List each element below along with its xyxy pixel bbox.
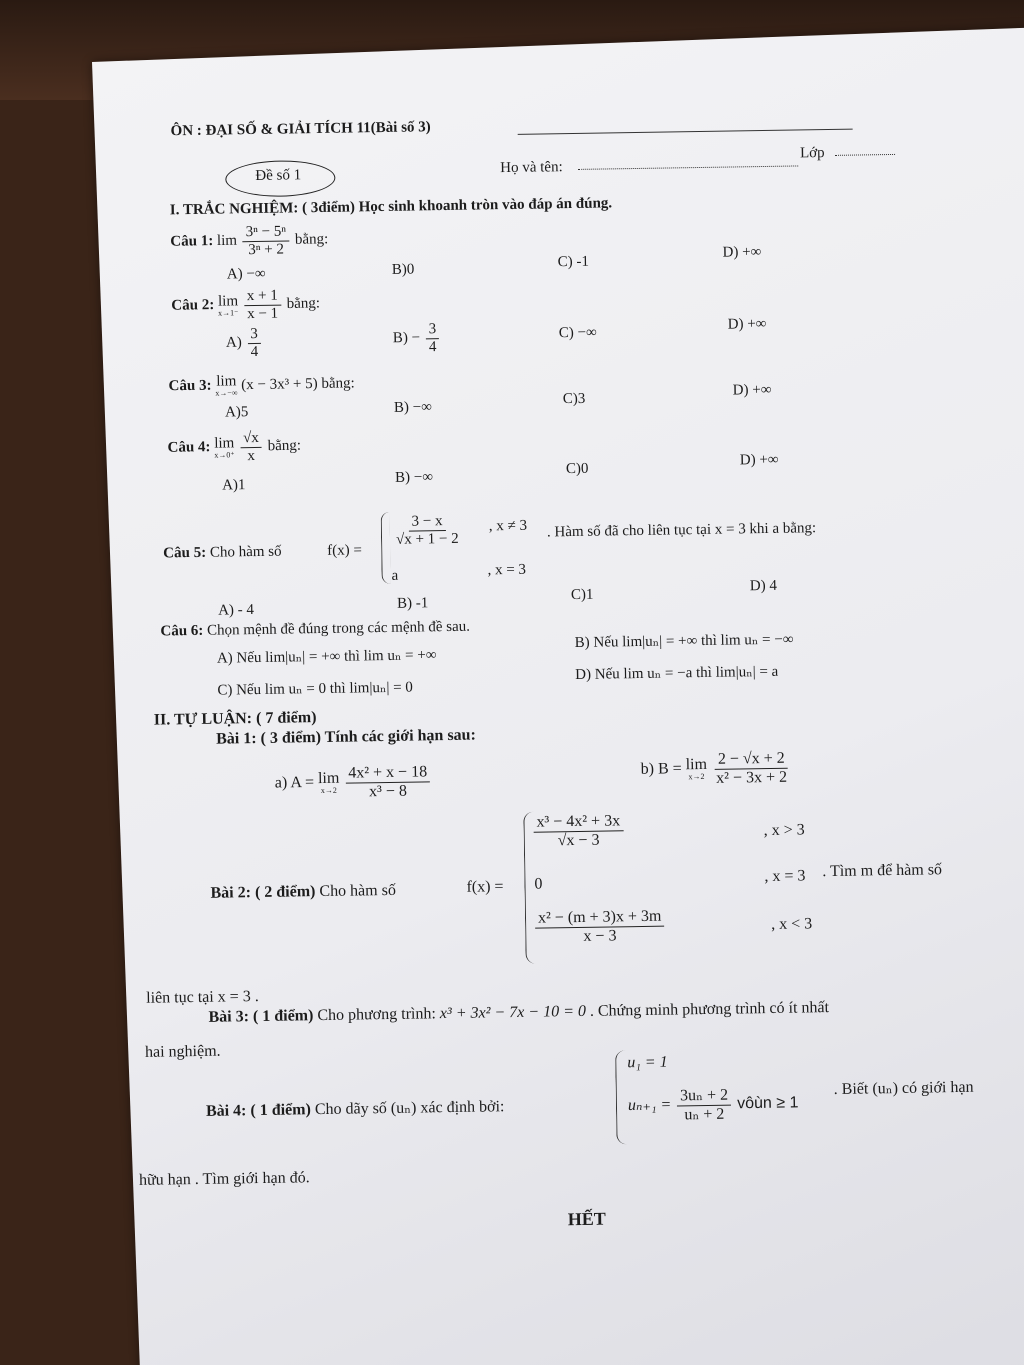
- q5-case2-condition: , x = 3: [487, 561, 527, 579]
- q5-option-a[interactable]: A) - 4: [218, 602, 255, 619]
- q2-b-prefix: B) −: [392, 329, 421, 347]
- bai1-b: [640, 750, 792, 789]
- bai1-b-sub: x→2: [688, 772, 705, 782]
- q2-lim: lim: [217, 292, 239, 310]
- bai4-brace: [615, 1050, 627, 1144]
- name-field: [578, 165, 798, 169]
- bai2-case1: [531, 812, 625, 850]
- bai2-case3-num: x² − (m + 3)x + 3m: [535, 908, 665, 929]
- q3-limit: [215, 374, 238, 397]
- bai4-line2-post: vôùn ≥ 1: [737, 1094, 799, 1113]
- bai4-line2: [628, 1086, 799, 1125]
- bai1-a-lim: lim: [317, 769, 340, 788]
- q5-option-d[interactable]: D) 4: [749, 577, 778, 595]
- q2-option-a[interactable]: [226, 326, 264, 361]
- bai3-text: Cho phương trình:: [317, 1005, 436, 1025]
- q5-case1-num: 3 − x: [408, 513, 445, 531]
- class-label: Lớp: [799, 145, 825, 162]
- q6-text: Chọn mệnh đề đúng trong các mệnh đề sau.: [206, 618, 471, 639]
- q5-brace: [381, 512, 391, 584]
- question-3: [168, 372, 354, 398]
- q5-suffix: . Hàm số đã cho liên tục tại x = 3 khi a bằng:: [546, 520, 817, 541]
- q4-option-a[interactable]: A)1: [222, 477, 246, 494]
- q2-a-den: 4: [250, 343, 259, 360]
- q5-case1-den: √x + 1 − 2: [395, 530, 459, 548]
- q1-denominator: 3ⁿ + 2: [248, 241, 285, 258]
- bai2-case1-fraction: [533, 812, 623, 850]
- bai1-b-num: 2 − √x + 2: [715, 750, 788, 770]
- bai2-tail: liên tục tại x = 3 .: [146, 988, 259, 1007]
- bai1-a-den: x³ − 8: [368, 782, 408, 800]
- q1-label: Câu 1:: [170, 233, 214, 250]
- q3-option-a[interactable]: A)5: [224, 404, 249, 421]
- q6-option-a[interactable]: A) Nếu lim|uₙ| = +∞ thì lim uₙ = +∞: [216, 647, 437, 667]
- q4-fraction: [240, 430, 262, 464]
- title-underline: [518, 129, 853, 135]
- bai2-points: ( 2 điểm): [254, 883, 316, 902]
- q3-lim: lim: [216, 373, 237, 390]
- q5-case1-fraction: [393, 513, 462, 548]
- q6-option-c[interactable]: C) Nếu lim uₙ = 0 thì lim|uₙ| = 0: [217, 679, 413, 699]
- q4-denominator: x: [247, 447, 256, 464]
- bai4-fraction: [677, 1087, 732, 1124]
- q6-label: Câu 6:: [160, 622, 204, 640]
- class-field: [835, 154, 895, 156]
- q5-case1-condition: , x ≠ 3: [488, 517, 528, 535]
- q1-option-b[interactable]: B)0: [391, 261, 415, 278]
- q1-suffix: bằng:: [294, 231, 329, 248]
- q5-fx: f(x) =: [327, 542, 363, 559]
- q3-lim-sub: x→−∞: [215, 388, 238, 398]
- q4-option-c[interactable]: C)0: [565, 460, 589, 478]
- q5-option-c[interactable]: C)1: [570, 586, 594, 604]
- q2-b-fraction: [426, 321, 440, 355]
- q4-limit: [214, 436, 235, 459]
- q2-a-fraction: [247, 326, 261, 360]
- bai1-b-prefix: b) B =: [640, 760, 682, 778]
- q2-a-num: 3: [247, 326, 261, 344]
- question-4: [167, 429, 301, 465]
- q1-option-a[interactable]: A) −∞: [226, 265, 266, 283]
- q2-limit: [218, 294, 239, 317]
- bai1-a: [275, 763, 433, 802]
- bai4-intro: [206, 1096, 505, 1121]
- q3-suffix: bằng:: [321, 375, 355, 392]
- q2-fraction: [244, 288, 281, 323]
- q2-lim-sub: x→1⁻: [218, 307, 239, 318]
- bai2-case1-den: √x − 3: [557, 831, 600, 849]
- name-label: Họ và tên:: [500, 159, 563, 177]
- question-1: [170, 223, 328, 259]
- bai1-label: Bài 1: ( 3 điểm) Tính các giới hạn sau:: [216, 726, 476, 748]
- q2-denominator: x − 1: [246, 305, 279, 322]
- q1-option-d[interactable]: D) +∞: [722, 244, 762, 261]
- bai4-num: 3uₙ + 2: [677, 1087, 731, 1106]
- bai2-case3: [533, 908, 667, 946]
- bai4-suffix: . Biết (uₙ) có giới hạn: [833, 1078, 974, 1099]
- bai1-a-prefix: a) A =: [274, 773, 315, 792]
- bai4-line2-prefix: uₙ₊₁ =: [627, 1096, 672, 1115]
- q4-lim-sub: x→0⁺: [214, 449, 235, 460]
- q5-option-b[interactable]: B) -1: [396, 595, 429, 612]
- bai2-case3-den: x − 3: [583, 926, 617, 945]
- bai3-line: [208, 999, 829, 1027]
- bai3-tail: hai nghiệm.: [144, 1042, 221, 1061]
- bai3-equation: x³ + 3x² − 7x − 10 = 0: [439, 1002, 587, 1023]
- q2-suffix: bằng:: [286, 295, 321, 312]
- bai4-label: Bài 4:: [205, 1102, 247, 1120]
- bai1-b-fraction: [713, 750, 790, 787]
- q5-intro: [163, 544, 282, 563]
- q5-case2: a: [391, 567, 399, 584]
- bai1-a-sub: x→2: [320, 785, 337, 796]
- q2-option-d[interactable]: D) +∞: [727, 315, 767, 333]
- bai2-case2-condition: , x = 3: [764, 867, 806, 886]
- q3-option-c[interactable]: C)3: [562, 390, 586, 408]
- q1-fraction: [243, 223, 290, 258]
- bai3-points: ( 1 điểm): [252, 1007, 314, 1026]
- q2-label: Câu 2:: [171, 297, 215, 314]
- exam-code: Đề số 1: [255, 167, 302, 184]
- bai4-tail: hữu hạn . Tìm giới hạn đó.: [138, 1169, 310, 1189]
- bai4-den: uₙ + 2: [684, 1105, 725, 1123]
- q3-option-b[interactable]: B) −∞: [393, 399, 432, 416]
- end-marker: HẾT: [567, 1208, 606, 1230]
- q6-option-d[interactable]: D) Nếu lim uₙ = −a thì lim|uₙ| = a: [575, 663, 779, 684]
- q5-text: Cho hàm số: [209, 543, 282, 561]
- part1-instruction: ( 3điểm) Học sinh khoanh tròn vào đáp án đúng.: [301, 195, 613, 217]
- q1-option-c[interactable]: C) -1: [557, 253, 590, 271]
- bai2-case1-condition: , x > 3: [763, 821, 805, 840]
- q4-numerator: √x: [240, 430, 262, 448]
- bai2-suffix: . Tìm m để hàm số: [822, 861, 943, 881]
- bai2-fx: f(x) =: [466, 878, 504, 896]
- bai1-a-fraction: [345, 763, 430, 801]
- bai2-case2: 0: [534, 875, 543, 893]
- exam-title: ÔN : ĐẠI SỐ & GIẢI TÍCH 11(Bài số 3): [170, 119, 431, 140]
- q2-numerator: x + 1: [244, 288, 281, 306]
- q6-intro: [160, 619, 470, 641]
- q5-label: Câu 5:: [163, 544, 207, 562]
- bai2-label: Bài 2:: [210, 884, 252, 902]
- q4-option-b[interactable]: B) −∞: [394, 469, 434, 486]
- bai1-a-limit: [318, 771, 340, 795]
- q2-b-num: 3: [426, 321, 440, 339]
- part1-heading: I. TRẮC NGHIỆM:: [169, 200, 299, 219]
- q5-case1: [391, 513, 464, 548]
- bai2-text: Cho hàm số: [319, 881, 397, 901]
- q3-label: Câu 3:: [168, 377, 212, 395]
- bai1-b-den: x² − 3x + 2: [716, 768, 788, 787]
- q4-label: Câu 4:: [167, 439, 211, 456]
- q3-option-d[interactable]: D) +∞: [732, 381, 772, 399]
- bai2-case3-fraction: [535, 908, 665, 946]
- bai1-b-limit: [686, 757, 708, 781]
- bai4-text: Cho dãy số (uₙ) xác định bởi:: [314, 1098, 505, 1119]
- question-2: [171, 287, 320, 323]
- bai2-intro: [210, 882, 396, 903]
- q2-option-c[interactable]: C) −∞: [558, 324, 597, 342]
- q4-suffix: bằng:: [267, 437, 302, 455]
- q1-numerator: 3ⁿ − 5ⁿ: [243, 223, 290, 241]
- bai3-suffix: . Chứng minh phương trình có ít nhất: [589, 999, 830, 1020]
- part2-heading: II. TỰ LUẬN: ( 7 điểm): [153, 709, 317, 729]
- bai1-a-num: 4x² + x − 18: [345, 763, 430, 783]
- bai4-points: ( 1 điểm): [250, 1101, 312, 1120]
- q2-b-den: 4: [428, 338, 437, 355]
- q1-lim: lim: [216, 232, 238, 250]
- q4-option-d[interactable]: D) +∞: [739, 451, 779, 469]
- q3-expression: (x − 3x³ + 5): [241, 375, 318, 394]
- bai1-b-lim: lim: [685, 756, 708, 774]
- q6-option-b[interactable]: B) Nếu lim|uₙ| = +∞ thì lim uₙ = −∞: [574, 631, 794, 652]
- q2-a-prefix: A): [225, 334, 242, 351]
- bai4-line1: u₁ = 1: [627, 1053, 668, 1072]
- q4-lim: lim: [214, 434, 235, 452]
- part1-heading-line: [170, 195, 613, 219]
- bai2-case1-num: x³ − 4x² + 3x: [533, 812, 623, 832]
- bai3-label: Bài 3:: [208, 1008, 250, 1026]
- q2-option-b[interactable]: [393, 321, 442, 356]
- bai2-case3-condition: , x < 3: [770, 915, 813, 933]
